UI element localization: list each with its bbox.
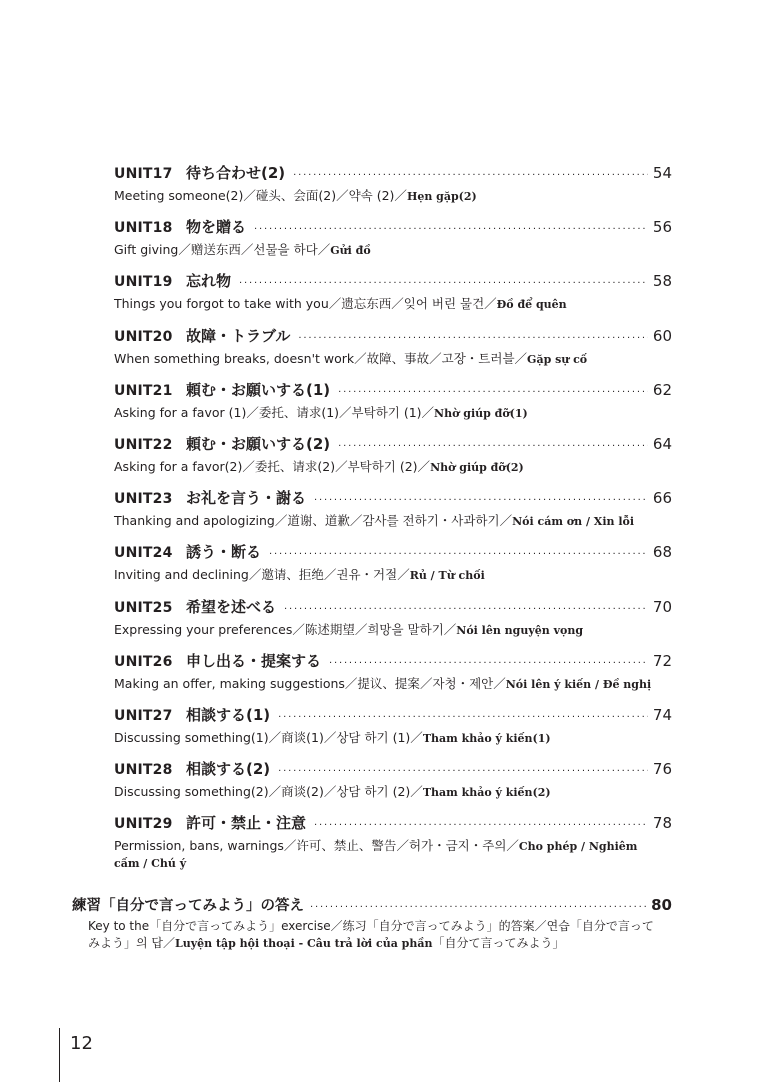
dot-leader bbox=[254, 224, 648, 235]
unit-number: UNIT22 bbox=[114, 436, 173, 453]
toc-entry-practice-answers[interactable] bbox=[72, 894, 672, 952]
dot-leader bbox=[329, 658, 648, 669]
unit-number: UNIT23 bbox=[114, 491, 173, 508]
unit-title: 忘れ物 bbox=[186, 272, 232, 291]
page-number: 62 bbox=[652, 380, 672, 399]
toc-entry-unit17[interactable] bbox=[114, 162, 672, 216]
toc-entry-unit26[interactable] bbox=[114, 650, 672, 704]
practice-description: Key to the「自分で言ってみよう」exercise／练习「自分で言ってみよう」的答案／연습「自分で言ってみよう」의 답／Luyện tập hội thoại - Câu trả lời của phần「自分て言ってみよう」 bbox=[88, 919, 654, 950]
dot-leader bbox=[298, 333, 648, 344]
dot-leader bbox=[239, 278, 648, 289]
unit-title: 頼む・お願いする(2) bbox=[186, 434, 331, 453]
practice-title: 練習「自分で言ってみよう」の答え bbox=[72, 898, 304, 914]
page-number: 70 bbox=[652, 597, 672, 616]
unit-number: UNIT25 bbox=[114, 599, 173, 616]
unit-description: Asking for a favor(2)／委托、请求(2)／부탁하기 (2)／Nhờ giúp đỡ(2) bbox=[114, 458, 524, 474]
unit-title: 待ち合わせ(2) bbox=[186, 164, 286, 182]
unit-number: UNIT24 bbox=[114, 545, 173, 562]
unit-description: When something breaks, doesn't work／故障、事故／고장・트러블／Gặp sự cố bbox=[114, 350, 588, 366]
unit-title: お礼を言う・謝る bbox=[186, 489, 307, 508]
toc-entry-unit29[interactable] bbox=[114, 812, 672, 871]
toc-entry-unit22[interactable] bbox=[114, 433, 672, 487]
table-of-contents bbox=[114, 162, 672, 871]
unit-description: Meeting someone(2)／碰头、会面(2)／약속 (2)／Hẹn gặp(2) bbox=[114, 188, 477, 203]
dot-leader bbox=[293, 170, 648, 181]
toc-entry-unit28[interactable] bbox=[114, 758, 672, 812]
page-number: 80 bbox=[651, 896, 672, 914]
unit-title: 物を贈る bbox=[186, 218, 247, 237]
unit-description: Inviting and declining／邀请、拒绝／권유・거절／Rủ / Từ chối bbox=[114, 567, 485, 583]
unit-description: Discussing something(2)／商谈(2)／상담 하기 (2)／Tham khảo ý kiến(2) bbox=[114, 784, 551, 800]
unit-description: Making an offer, making suggestions／提议、提案／자청・제안／Nói lên ý kiến / Đề nghị bbox=[114, 675, 652, 691]
unit-number: UNIT27 bbox=[114, 707, 173, 724]
page-number: 78 bbox=[652, 814, 672, 833]
unit-title: 頼む・お願いする(1) bbox=[186, 380, 331, 399]
folio-page-number: 12 bbox=[70, 1033, 93, 1054]
unit-description: Things you forgot to take with you／遗忘东西／잊어 버린 물건／Đồ để quên bbox=[114, 296, 567, 312]
unit-description: Discussing something(1)／商谈(1)／상담 하기 (1)／Tham khảo ý kiến(1) bbox=[114, 729, 551, 745]
page-number: 54 bbox=[652, 164, 672, 182]
toc-entry-unit21[interactable] bbox=[114, 379, 672, 433]
unit-description: Thanking and apologizing／道谢、道歉／감사를 전하기・사과하기／Nói cám ơn / Xin lỗi bbox=[114, 513, 635, 529]
unit-number: UNIT29 bbox=[114, 816, 173, 833]
page-number: 64 bbox=[652, 434, 672, 453]
unit-number: UNIT18 bbox=[114, 220, 173, 237]
page-number: 60 bbox=[652, 326, 672, 345]
page-number: 68 bbox=[652, 543, 672, 562]
unit-number: UNIT20 bbox=[114, 328, 173, 345]
unit-description: Expressing your preferences／陈述期望／희망을 말하기／Nói lên nguyện vọng bbox=[114, 621, 584, 637]
page-number: 72 bbox=[652, 651, 672, 670]
unit-title: 申し出る・提案する bbox=[186, 651, 322, 670]
toc-entry-unit25[interactable] bbox=[114, 596, 672, 650]
unit-title: 故障・トラブル bbox=[186, 326, 291, 345]
toc-entry-unit19[interactable] bbox=[114, 270, 672, 324]
page-number: 66 bbox=[652, 489, 672, 508]
unit-number: UNIT19 bbox=[114, 274, 173, 291]
unit-number: UNIT26 bbox=[114, 653, 173, 670]
unit-number: UNIT17 bbox=[114, 166, 173, 182]
page-number: 56 bbox=[652, 218, 672, 237]
unit-title: 相談する(1) bbox=[186, 705, 271, 724]
page-number: 76 bbox=[652, 760, 672, 779]
toc-entry-unit27[interactable] bbox=[114, 704, 672, 758]
dot-leader bbox=[278, 712, 648, 723]
dot-leader bbox=[278, 766, 648, 777]
unit-title: 希望を述べる bbox=[186, 597, 277, 616]
toc-entry-unit24[interactable] bbox=[114, 541, 672, 595]
page-number: 74 bbox=[652, 705, 672, 724]
unit-number: UNIT21 bbox=[114, 382, 173, 399]
dot-leader bbox=[314, 495, 648, 506]
folio-rule bbox=[59, 1028, 60, 1082]
unit-title: 相談する(2) bbox=[186, 760, 271, 779]
unit-description: Gift giving／赠送东西／선물을 하다／Gửi đồ bbox=[114, 242, 371, 258]
page-number: 58 bbox=[652, 272, 672, 291]
unit-number: UNIT28 bbox=[114, 762, 173, 779]
dot-leader bbox=[310, 902, 647, 913]
dot-leader bbox=[269, 549, 648, 560]
unit-description: Asking for a favor (1)／委托、请求(1)／부탁하기 (1)／Nhờ giúp đỡ(1) bbox=[114, 404, 528, 420]
toc-entry-unit23[interactable] bbox=[114, 487, 672, 541]
unit-description: Permission, bans, warnings／许可、禁止、警告／허가・금지・주의／Cho phép / Nghiêm cấm / Chú ý bbox=[114, 838, 638, 871]
dot-leader bbox=[338, 387, 648, 398]
dot-leader bbox=[284, 604, 648, 615]
dot-leader bbox=[314, 820, 648, 831]
toc-entry-unit20[interactable] bbox=[114, 325, 672, 379]
unit-title: 誘う・断る bbox=[186, 543, 262, 562]
dot-leader bbox=[338, 441, 648, 452]
unit-title: 許可・禁止・注意 bbox=[186, 814, 307, 833]
toc-entry-unit18[interactable] bbox=[114, 216, 672, 270]
